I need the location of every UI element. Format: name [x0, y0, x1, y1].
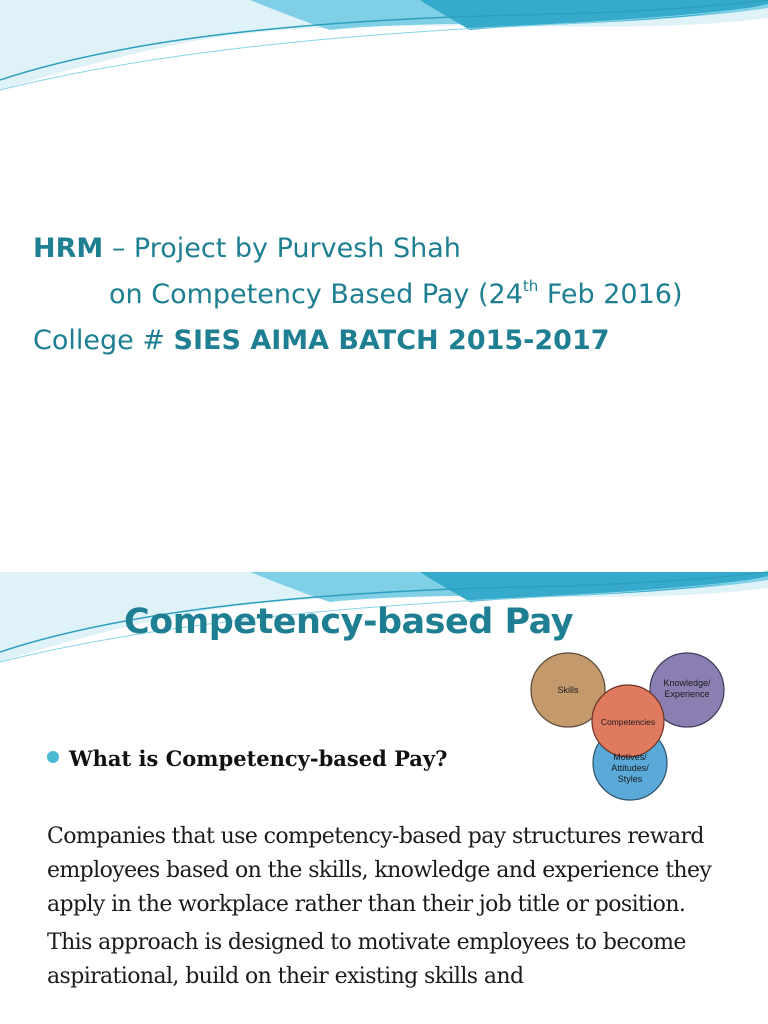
knowledge-label-1: Knowledge/	[663, 678, 711, 688]
skills-label: Skills	[557, 685, 579, 695]
knowledge-label-2: Experience	[664, 689, 710, 699]
competency-venn-diagram	[527, 650, 727, 802]
motives-label-3: Styles	[617, 774, 643, 784]
title-line	[33, 226, 753, 272]
subtitle-suffix: Feb 2016)	[538, 279, 683, 310]
subtitle-superscript: th	[522, 277, 539, 295]
paragraph-2: This approach is designed to motivate employees to become aspirational, build on their existing skills and	[47, 930, 686, 989]
subtitle-line	[33, 272, 753, 318]
bullet-text: What is Competency-based Pay?	[69, 746, 448, 771]
subtitle-prefix: on Competency Based Pay (24	[109, 279, 523, 310]
competencies-label: Competencies	[600, 717, 656, 727]
title-project: – Project by Purvesh Shah	[103, 233, 461, 264]
body-text	[47, 820, 747, 998]
bullet-dot-icon	[47, 751, 59, 763]
title-block	[33, 226, 753, 364]
slide-title: Competency-based Pay	[124, 602, 574, 642]
title-hrm: HRM	[33, 233, 104, 264]
bullet-item	[47, 746, 447, 771]
paragraph-1: Companies that use competency-based pay structures reward employees based on the skills, knowledge and experience they apply in the workplace rather than their job title or position.	[47, 824, 712, 917]
content-slide	[0, 566, 768, 1024]
motives-label-2: Attitudes/	[611, 763, 649, 773]
header-wave-decoration	[0, 0, 768, 95]
college-line	[33, 318, 753, 364]
motives-label-1: Motives/	[613, 752, 647, 762]
college-label: College #	[33, 325, 174, 356]
college-name: SIES AIMA BATCH 2015-2017	[173, 325, 610, 356]
